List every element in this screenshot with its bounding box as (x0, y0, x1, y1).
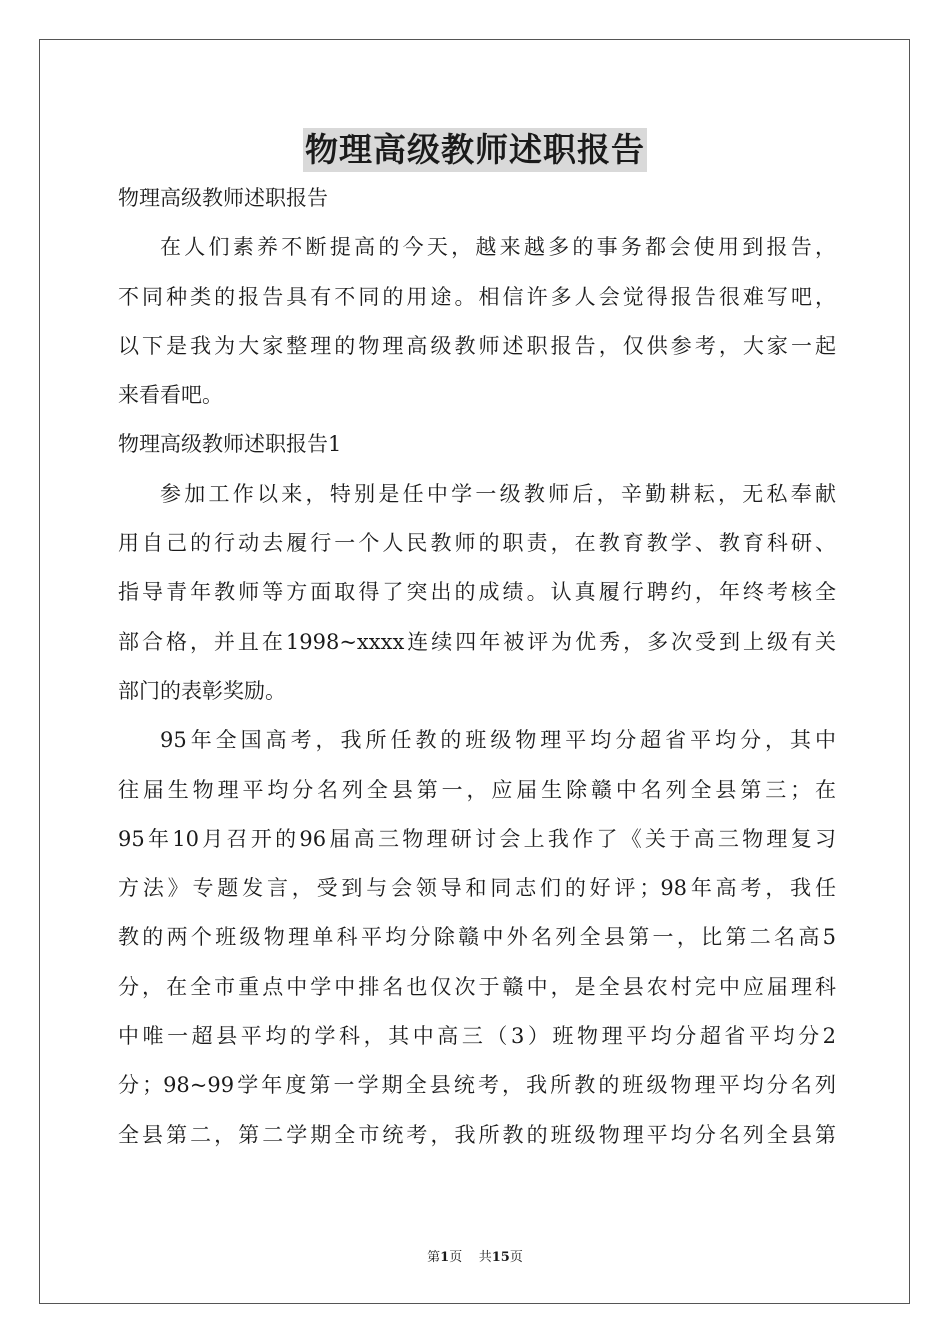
text-line: 95年10月召开的96届高三物理研讨会上我作了《关于高三物理复习 (118, 826, 836, 851)
text-line: 部合格，并且在1998~xxxx连续四年被评为优秀，多次受到上级有关 (118, 629, 836, 654)
page-footer (0, 1246, 950, 1265)
text-line: 部门的表彰奖励。 (118, 678, 286, 703)
text-line: 以下是我为大家整理的物理高级教师述职报告，仅供参考，大家一起 (118, 333, 836, 358)
text-line: 物理高级教师述职报告1 (118, 432, 342, 457)
page-number: 1 (440, 1250, 450, 1265)
text-line: 全县第二，第二学期全市统考，我所教的班级物理平均分名列全县第 (118, 1122, 836, 1147)
text-line: 教的两个班级物理单科平均分除赣中外名列全县第一，比第二名高5 (118, 925, 836, 950)
text-line: 用自己的行动去履行一个人民教师的职责，在教育教学、教育科研、 (118, 531, 836, 556)
text-line: 往届生物理平均分名列全县第一，应届生除赣中名列全县第三；在 (118, 777, 836, 802)
text-line: 分，在全市重点中学中排名也仅次于赣中，是全县农村完中应届理科 (118, 974, 836, 999)
text-line: 参加工作以来，特别是任中学一级教师后，辛勤耕耘，无私奉献 (160, 481, 836, 506)
text-line: 不同种类的报告具有不同的用途。相信许多人会觉得报告很难写吧， (118, 284, 836, 309)
text-line: 来看看吧。 (118, 383, 223, 408)
total-pages: 15 (491, 1250, 510, 1265)
text-line: 在人们素养不断提高的今天，越来越多的事务都会使用到报告， (160, 235, 836, 260)
text-line: 分；98~99学年度第一学期全县统考，我所教的班级物理平均分名列 (118, 1073, 836, 1098)
text-line: 95年全国高考，我所任教的班级物理平均分超省平均分，其中 (160, 728, 836, 753)
title-container (0, 128, 950, 172)
total-prefix: 共 (478, 1250, 492, 1265)
text-line: 中唯一超县平均的学科，其中高三（3）班物理平均分超省平均分2 (118, 1024, 836, 1049)
total-suffix: 页 (509, 1250, 523, 1265)
text-line: 方法》专题发言，受到与会领导和同志们的好评；98年高考，我任 (118, 876, 836, 901)
text-line: 指导青年教师等方面取得了突出的成绩。认真履行聘约，年终考核全 (118, 580, 836, 605)
page-prefix: 第 (427, 1250, 441, 1265)
document-title: 物理高级教师述职报告 (303, 128, 647, 172)
text-line: 物理高级教师述职报告 (118, 186, 328, 210)
document-body (118, 180, 836, 1166)
page-suffix: 页 (449, 1250, 463, 1265)
